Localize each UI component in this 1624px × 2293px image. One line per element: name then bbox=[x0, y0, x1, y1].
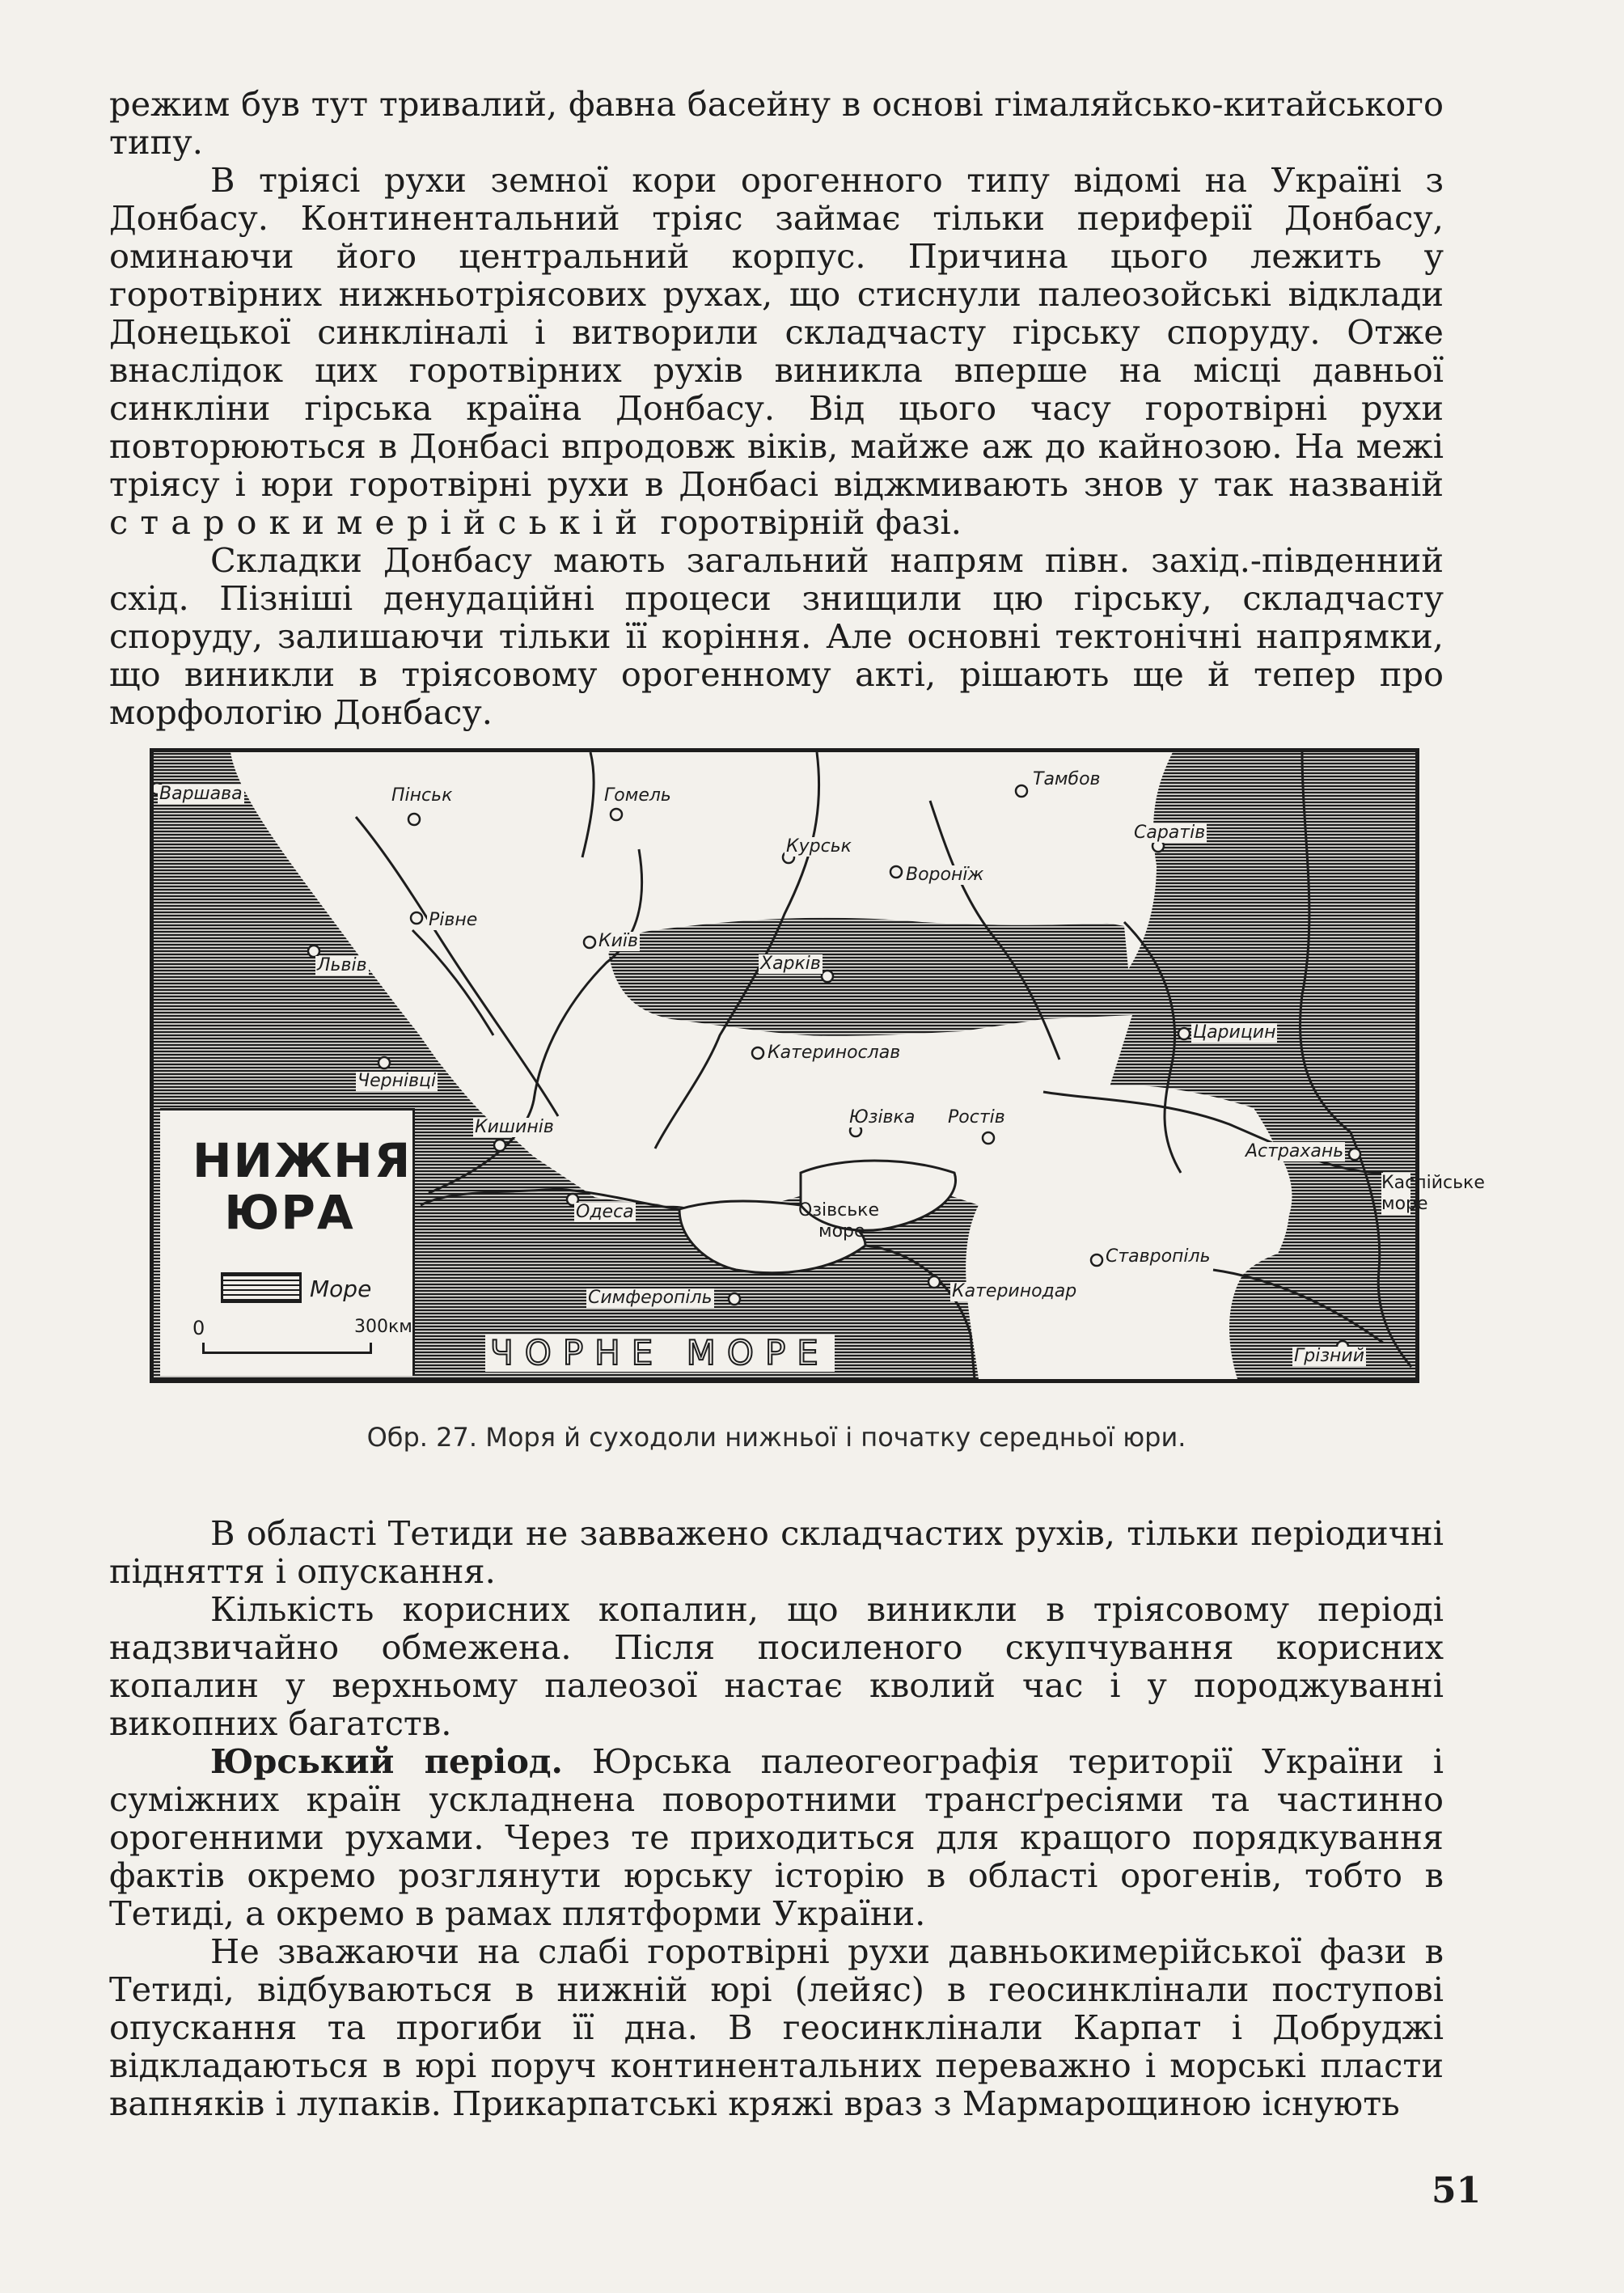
city-label-rivne: Рівне bbox=[429, 910, 478, 930]
map-legend bbox=[160, 1108, 415, 1376]
city-label-voronezh: Воронїж bbox=[906, 865, 984, 885]
city-label-gomel: Гомель bbox=[604, 785, 671, 806]
city-label-pinsk: Пінськ bbox=[391, 785, 453, 806]
spaced-term: старокимерійській bbox=[109, 502, 650, 542]
city-label-saratov: Саратів bbox=[1134, 823, 1206, 843]
paragraph: В області Тетиди не завважено складчастих рухів, тільки періодичні підняття і опускання. bbox=[109, 1513, 1444, 1591]
sea-hatch-swatch bbox=[221, 1272, 302, 1303]
caspian-sea-label: Каспійське море bbox=[1381, 1173, 1485, 1214]
city-label-kharkiv: Харків bbox=[760, 954, 821, 974]
paragraph: режим був тут тривалий, фавна басейну в основі гімаляйсько-китайського типу. bbox=[109, 84, 1444, 162]
paragraph: В тріясі рухи земної кори орогенного типу відомі на Україні з Донбасу. Континентальний тріяс займає тільки периферії Донбасу, оминаючи його центральний корпус. Причина цього лежить у горотвірних нижньотріясових рухах, що стиснули палеозойські відклади Донецької синкліналі і витворили складчасту гірську споруду. Отже внаслідок цих горотвірних рухів виникла вперше на місці давньої синкліни гірська країна Донбасу. Від цього часу горотвірні рухи повторюються в Донбасі впродовж віків, майже аж до кайнозою. На межі тріясу і юри горотвірні рухи в Донбасі віджмивають знов у так названій старокимерійській горотвірній фазі. bbox=[109, 160, 1444, 542]
legend-title: НИЖНЯ ЮРА bbox=[192, 1133, 412, 1240]
city-label-lviv: Львів bbox=[317, 955, 367, 975]
city-label-chernivtsi: Чернівці bbox=[357, 1071, 437, 1091]
black-sea-label: ЧОРНЕ МОРЕ bbox=[485, 1335, 835, 1372]
azov-label-2: море bbox=[818, 1221, 865, 1242]
paragraph: Юрський період. Юрська палеогеографія території України і суміжних країн ускладнена поворотними трансґресіями та частинно орогенними рухами. Через те приходиться для кращого порядкування фактів окремо розглянути юрську історію в області орогенів, тобто в Тетиді, а окремо в рамах плятформи України. bbox=[109, 1741, 1444, 1933]
city-label-tsarytsyn: Царицин bbox=[1193, 1022, 1276, 1043]
city-label-warsaw: Варшава bbox=[159, 784, 243, 804]
city-label-stavropil: Ставропіль bbox=[1106, 1246, 1211, 1267]
city-label-tambov: Тамбов bbox=[1033, 769, 1101, 789]
city-label-kyiv: Київ bbox=[598, 931, 638, 951]
city-label-grozni: Грізний bbox=[1294, 1346, 1365, 1366]
city-label-astrakhan: Астрахань bbox=[1245, 1141, 1344, 1161]
map-figure bbox=[150, 748, 1485, 1383]
scale-max-label: 300км bbox=[354, 1317, 412, 1337]
scale-bar bbox=[202, 1343, 372, 1354]
city-label-kyshyniv: Кишинів bbox=[475, 1117, 554, 1137]
city-label-kursk: Курськ bbox=[786, 836, 852, 857]
page-number: 51 bbox=[1432, 2170, 1482, 2211]
paragraph: Не зважаючи на слабі горотвірні рухи давньокимерійської фази в Тетиді, відбуваються в нижній юрі (лейяс) в геосинклінали поступові опускання та прогиби її дна. В геосинклінали Карпат і Добруджі відкладаються в юрі поруч континентальних переважно і морські пласти вапняків і лупаків. Прикарпатські кряжі враз з Мармарощиною існують bbox=[109, 1931, 1444, 2123]
city-label-katerynodar: Катеринодар bbox=[952, 1281, 1077, 1301]
section-heading: Юрський період. bbox=[210, 1741, 563, 1781]
city-label-simferopil: Симферопіль bbox=[588, 1288, 713, 1308]
azov-label-1: Озівське bbox=[798, 1200, 879, 1221]
text-top bbox=[109, 85, 1444, 731]
text-bottom bbox=[109, 1514, 1444, 2122]
paragraph: Кількість корисних копалин, що виникли в тріясовому періоді надзвичайно обмежена. Після посиленого скупчування корисних копалин у верхньому палеозої настає кволий час і у породжуванні викопних багатств. bbox=[109, 1589, 1444, 1743]
scale-zero-label: 0 bbox=[192, 1317, 205, 1339]
legend-sea-label: Море bbox=[310, 1276, 372, 1302]
figure-caption: Обр. 27. Моря й суходоли нижньої і початку середньої юри. bbox=[366, 1422, 1186, 1453]
city-label-rostiv: Ростів bbox=[948, 1107, 1005, 1127]
city-label-odesa: Одеса bbox=[576, 1202, 634, 1222]
city-label-yuzivka: Юзівка bbox=[849, 1107, 916, 1127]
paragraph: Складки Донбасу мають загальний напрям півн. захід.-південний схід. Пізніші денудаційні процеси знищили цю гірську, складчасту споруду, залишаючи тільки її коріння. Але основні тектонічні напрямки, що виникли в тріясовому орогенному акті, рішають ще й тепер про морфологію Донбасу. bbox=[109, 540, 1444, 732]
city-label-katerynoslav: Катеринослав bbox=[768, 1043, 901, 1063]
